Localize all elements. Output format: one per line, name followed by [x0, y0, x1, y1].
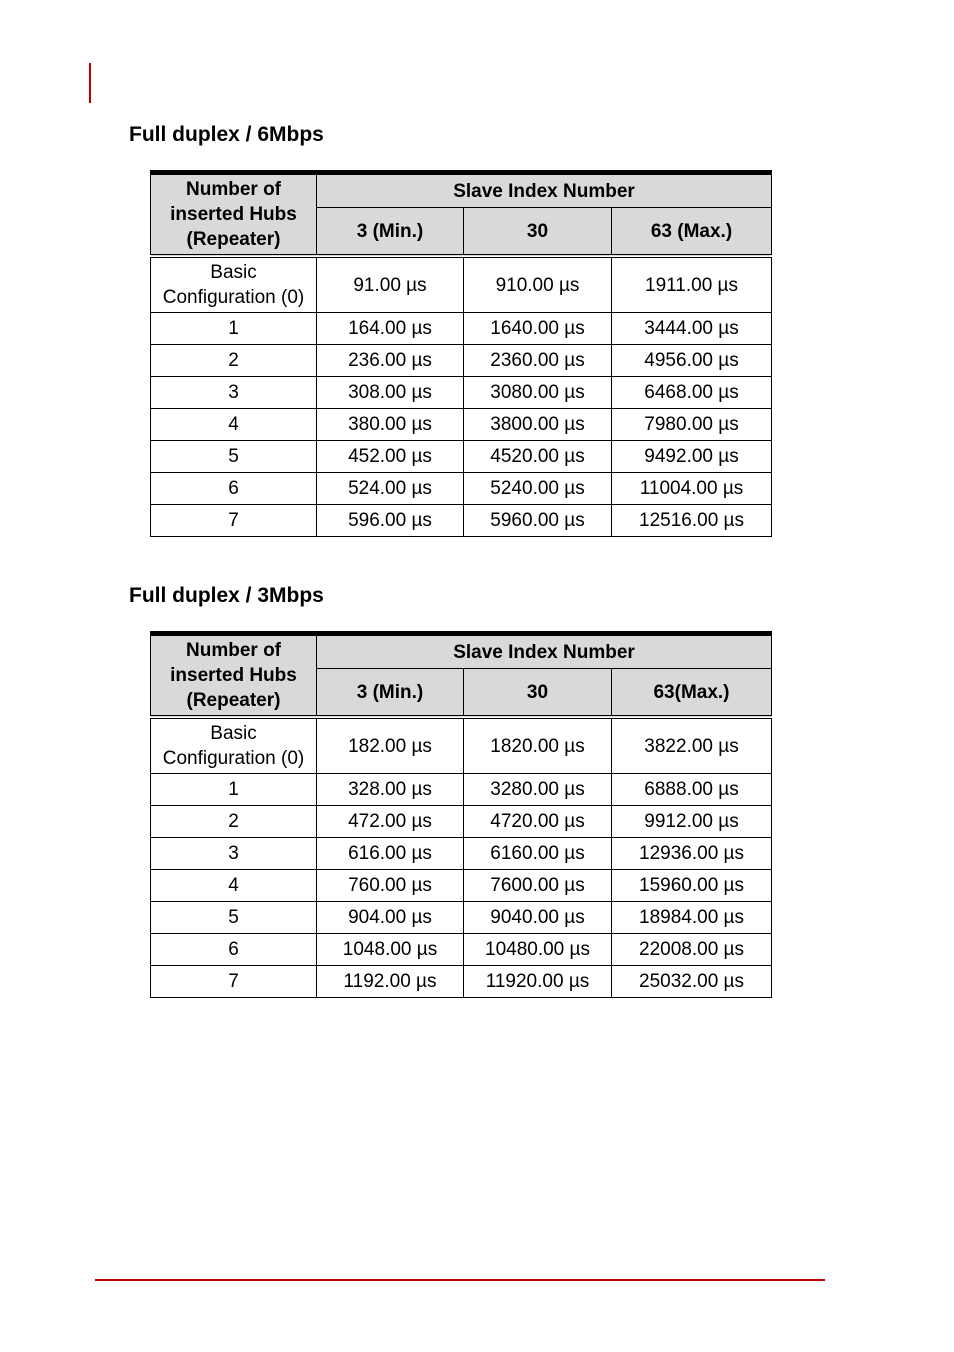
cycle-time-cell: 1911.00 µs — [612, 256, 772, 313]
cycle-time-cell: 6468.00 µs — [612, 377, 772, 409]
cycle-time-cell: 596.00 µs — [317, 505, 464, 537]
cycle-time-cell: 4520.00 µs — [464, 441, 612, 473]
cycle-time-cell: 3280.00 µs — [464, 774, 612, 806]
table-row — [151, 806, 772, 838]
cycle-time-cell: 236.00 µs — [317, 345, 464, 377]
hub-count-cell: 4 — [151, 409, 317, 441]
cycle-time-cell: 9912.00 µs — [612, 806, 772, 838]
cycle-time-cell: 15960.00 µs — [612, 870, 772, 902]
cycle-time-cell: 11920.00 µs — [464, 966, 612, 998]
cycle-time-cell: 1048.00 µs — [317, 934, 464, 966]
timing-table-6mbps — [150, 170, 772, 537]
cycle-time-cell: 524.00 µs — [317, 473, 464, 505]
group-header: Slave Index Number — [317, 173, 772, 208]
column-header: 3 (Min.) — [317, 669, 464, 718]
footer-rule — [95, 1279, 825, 1281]
cycle-time-cell: 182.00 µs — [317, 717, 464, 774]
cycle-time-cell: 308.00 µs — [317, 377, 464, 409]
cycle-time-cell: 616.00 µs — [317, 838, 464, 870]
group-header: Slave Index Number — [317, 634, 772, 669]
column-header: 63 (Max.) — [612, 208, 772, 257]
cycle-time-cell: 904.00 µs — [317, 902, 464, 934]
column-header: 3 (Min.) — [317, 208, 464, 257]
hub-count-cell: 3 — [151, 838, 317, 870]
cycle-time-cell: 3080.00 µs — [464, 377, 612, 409]
table-row — [151, 838, 772, 870]
timing-table-3mbps — [150, 631, 772, 998]
table-row — [151, 505, 772, 537]
corner-header: Number of inserted Hubs (Repeater) — [151, 173, 317, 257]
column-header: 30 — [464, 208, 612, 257]
cycle-time-cell: 2360.00 µs — [464, 345, 612, 377]
cycle-time-cell: 6888.00 µs — [612, 774, 772, 806]
table-row — [151, 774, 772, 806]
hub-count-cell: 5 — [151, 902, 317, 934]
cycle-time-cell: 452.00 µs — [317, 441, 464, 473]
cycle-time-cell: 760.00 µs — [317, 870, 464, 902]
cycle-time-cell: 328.00 µs — [317, 774, 464, 806]
cycle-time-cell: 22008.00 µs — [612, 934, 772, 966]
hub-count-cell: 6 — [151, 473, 317, 505]
hub-count-cell: 1 — [151, 774, 317, 806]
cycle-time-cell: 1640.00 µs — [464, 313, 612, 345]
cycle-time-cell: 25032.00 µs — [612, 966, 772, 998]
cycle-time-cell: 6160.00 µs — [464, 838, 612, 870]
table-row — [151, 902, 772, 934]
table-row — [151, 934, 772, 966]
cycle-time-cell: 472.00 µs — [317, 806, 464, 838]
cycle-time-cell: 7980.00 µs — [612, 409, 772, 441]
table-row — [151, 870, 772, 902]
table-row — [151, 345, 772, 377]
corner-header: Number of inserted Hubs (Repeater) — [151, 634, 317, 718]
hub-count-cell: 4 — [151, 870, 317, 902]
table-row — [151, 377, 772, 409]
hub-count-cell: 2 — [151, 345, 317, 377]
cycle-time-cell: 5960.00 µs — [464, 505, 612, 537]
cycle-time-cell: 11004.00 µs — [612, 473, 772, 505]
cycle-time-cell: 1192.00 µs — [317, 966, 464, 998]
cycle-time-cell: 910.00 µs — [464, 256, 612, 313]
cycle-time-cell: 5240.00 µs — [464, 473, 612, 505]
cycle-time-cell: 1820.00 µs — [464, 717, 612, 774]
cycle-time-cell: 164.00 µs — [317, 313, 464, 345]
section-title-3mbps: Full duplex / 3Mbps — [129, 584, 324, 607]
column-header: 63(Max.) — [612, 669, 772, 718]
hub-count-cell: 3 — [151, 377, 317, 409]
cycle-time-cell: 3800.00 µs — [464, 409, 612, 441]
hub-count-cell: Basic Configuration (0) — [151, 256, 317, 313]
hub-count-cell: 7 — [151, 966, 317, 998]
cycle-time-cell: 4956.00 µs — [612, 345, 772, 377]
cycle-time-cell: 10480.00 µs — [464, 934, 612, 966]
cycle-time-cell: 9492.00 µs — [612, 441, 772, 473]
cycle-time-cell: 3822.00 µs — [612, 717, 772, 774]
cycle-time-cell: 12516.00 µs — [612, 505, 772, 537]
table-row — [151, 256, 772, 313]
hub-count-cell: 6 — [151, 934, 317, 966]
table-row — [151, 409, 772, 441]
section-title-6mbps: Full duplex / 6Mbps — [129, 123, 324, 146]
hub-count-cell: 2 — [151, 806, 317, 838]
table-row — [151, 966, 772, 998]
cycle-time-cell: 9040.00 µs — [464, 902, 612, 934]
hub-count-cell: 7 — [151, 505, 317, 537]
cycle-time-cell: 12936.00 µs — [612, 838, 772, 870]
column-header: 30 — [464, 669, 612, 718]
table-row — [151, 473, 772, 505]
cycle-time-cell: 91.00 µs — [317, 256, 464, 313]
cycle-time-cell: 380.00 µs — [317, 409, 464, 441]
cycle-time-cell: 4720.00 µs — [464, 806, 612, 838]
header-accent-mark — [89, 63, 91, 103]
table-row — [151, 441, 772, 473]
hub-count-cell: 5 — [151, 441, 317, 473]
cycle-time-cell: 7600.00 µs — [464, 870, 612, 902]
table-row — [151, 313, 772, 345]
cycle-time-cell: 3444.00 µs — [612, 313, 772, 345]
cycle-time-cell: 18984.00 µs — [612, 902, 772, 934]
hub-count-cell: Basic Configuration (0) — [151, 717, 317, 774]
hub-count-cell: 1 — [151, 313, 317, 345]
table-row — [151, 717, 772, 774]
